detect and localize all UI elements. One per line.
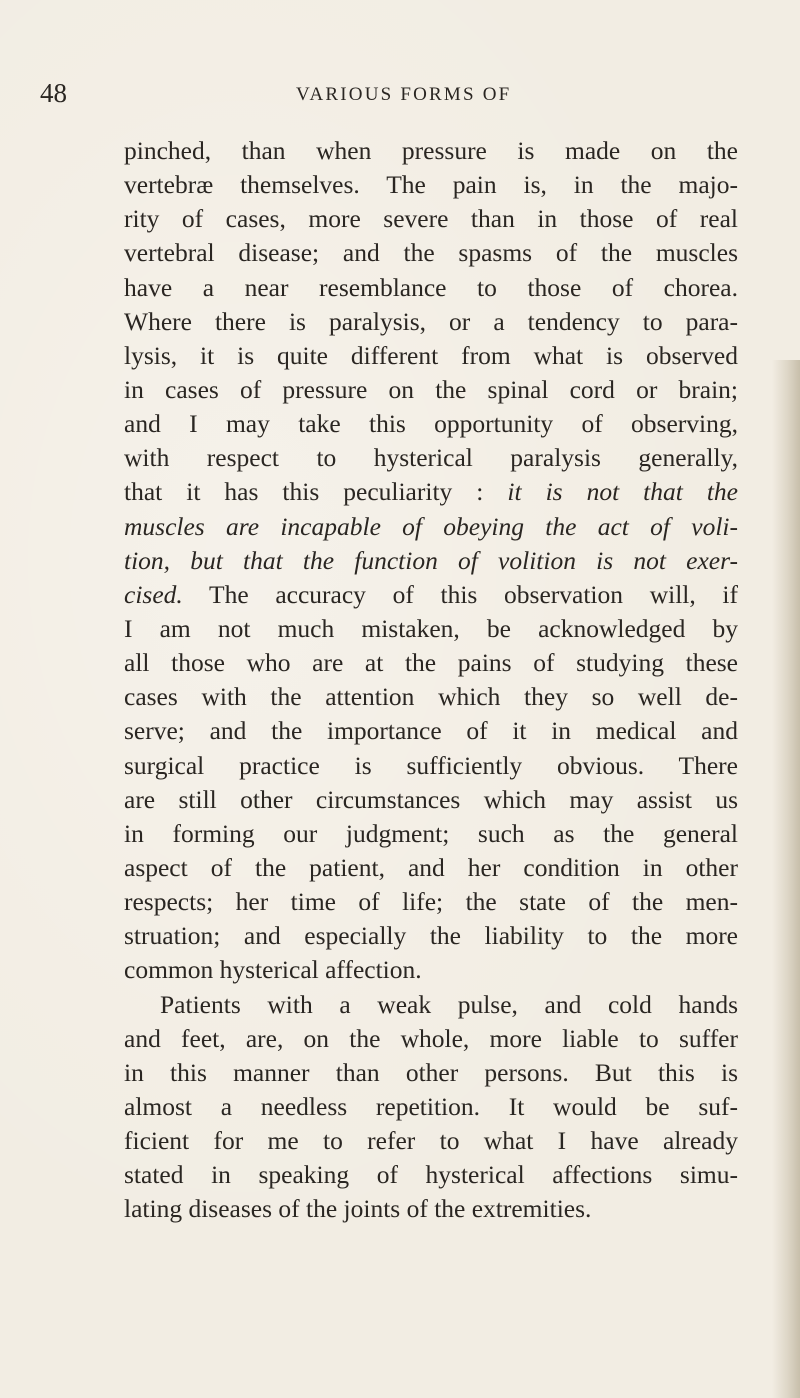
body-text <box>124 134 738 1227</box>
running-title: VARIOUS FORMS OF <box>296 84 512 105</box>
text-run: The accuracy of this observation will, if <box>182 579 738 609</box>
text-run: in this manner than other persons. But this is <box>124 1057 738 1087</box>
text-line <box>124 680 738 714</box>
text-line <box>124 407 738 441</box>
text-run: in cases of pressure on the spinal cord or brain; <box>124 374 738 404</box>
text-run: stated in speaking of hysterical affections simu- <box>124 1160 738 1190</box>
page-edge-shadow <box>772 360 800 1398</box>
text-line <box>124 953 738 987</box>
italic-text: it is not that the <box>507 477 738 507</box>
text-line <box>124 1056 738 1090</box>
text-line <box>124 441 738 475</box>
text-run: ficient for me to refer to what I have already <box>124 1126 738 1156</box>
text-line <box>124 168 738 202</box>
text-run: serve; and the importance of it in medical and <box>124 716 738 746</box>
text-run: common hysterical affection. <box>124 955 422 985</box>
text-run: respects; her time of life; the state of the men- <box>124 887 738 917</box>
text-line <box>124 646 738 680</box>
text-line <box>124 714 738 748</box>
text-line <box>124 339 738 373</box>
text-run: I am not much mistaken, be acknowledged by <box>124 613 738 643</box>
text-line <box>124 612 738 646</box>
text-run: surgical practice is sufficiently obvious. There <box>124 750 738 780</box>
text-line <box>124 373 738 407</box>
text-run: pinched, than when pressure is made on the <box>124 136 738 165</box>
text-run: in forming our judgment; such as the general <box>124 818 738 848</box>
italic-text: tion, but that the function of volition is not exer- <box>124 545 738 575</box>
text-line <box>124 1022 738 1056</box>
text-line <box>124 783 738 817</box>
text-run: aspect of the patient, and her condition in other <box>124 852 738 882</box>
text-line <box>124 544 738 578</box>
italic-text: muscles are incapable of obeying the act of voli- <box>124 511 738 541</box>
text-line <box>124 134 738 168</box>
text-line <box>124 885 738 919</box>
text-line <box>124 271 738 305</box>
text-run: cases with the attention which they so well de- <box>124 682 738 712</box>
text-line <box>124 1124 738 1158</box>
text-line <box>124 510 738 544</box>
text-line <box>124 202 738 236</box>
text-run: all those who are at the pains of studying these <box>124 648 738 678</box>
text-line <box>124 1158 738 1192</box>
page-number: 48 <box>40 78 67 108</box>
text-run: Patients with a weak pulse, and cold hands <box>160 989 738 1019</box>
text-run: have a near resemblance to those of chorea. <box>124 272 738 302</box>
text-line <box>124 919 738 953</box>
italic-text: cised. <box>124 579 183 609</box>
text-run: are still other circumstances which may assist us <box>124 784 738 814</box>
text-line <box>124 817 738 851</box>
text-line <box>124 475 738 509</box>
text-run: Where there is paralysis, or a tendency to para- <box>124 306 738 336</box>
text-run: lysis, it is quite different from what is observed <box>124 340 738 370</box>
text-line <box>124 1090 738 1124</box>
text-run: lating diseases of the joints of the extremities. <box>124 1194 592 1224</box>
text-run: rity of cases, more severe than in those of real <box>124 204 738 234</box>
running-head <box>0 78 800 118</box>
text-line <box>124 749 738 783</box>
text-run: that it has this peculiarity : <box>124 477 508 507</box>
text-run: with respect to hysterical paralysis generally, <box>124 443 738 473</box>
text-run: struation; and especially the liability to the more <box>124 921 738 951</box>
text-line <box>124 305 738 339</box>
text-run: vertebræ themselves. The pain is, in the majo- <box>124 170 738 200</box>
text-run: and I may take this opportunity of observing, <box>124 409 738 439</box>
text-line <box>124 1192 738 1226</box>
text-run: and feet, are, on the whole, more liable to suffer <box>124 1023 738 1053</box>
text-line <box>124 578 738 612</box>
text-line <box>124 988 738 1022</box>
text-line <box>124 851 738 885</box>
text-run: vertebral disease; and the spasms of the muscles <box>124 238 738 268</box>
text-line <box>124 236 738 270</box>
text-run: almost a needless repetition. It would be suf- <box>124 1091 738 1121</box>
